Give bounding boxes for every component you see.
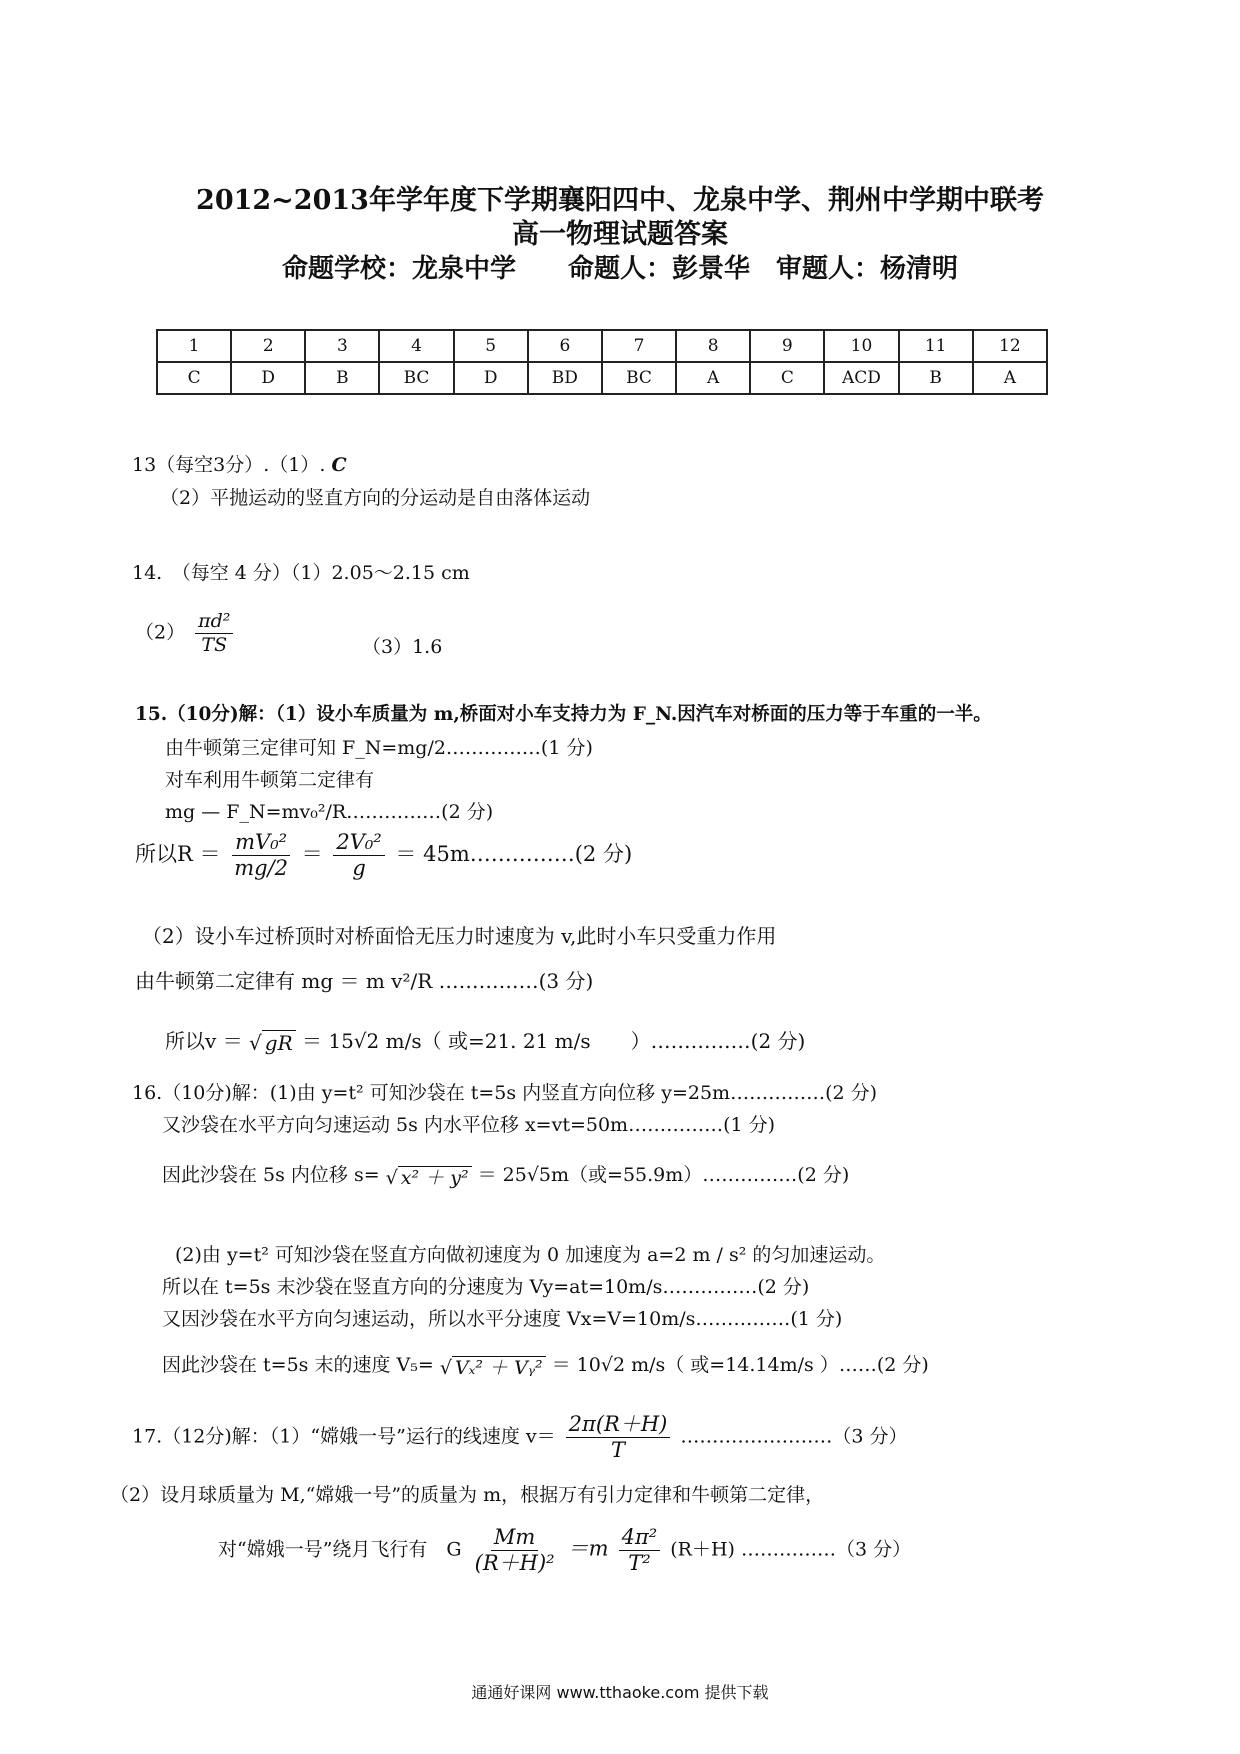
table-cell: 9	[750, 330, 824, 362]
table-cell: B	[305, 362, 379, 394]
q14-line-2	[135, 610, 237, 657]
fraction-denominator: mg/2	[234, 856, 288, 881]
fraction-numerator: 2π(R＋H)	[566, 1412, 671, 1438]
table-cell: 10	[824, 330, 898, 362]
fraction-numerator: mV₀²	[232, 830, 290, 856]
table-cell: 7	[602, 330, 676, 362]
answer-table-number-row	[157, 330, 1047, 362]
q17-line-2: （2）设月球质量为 M,“嫦娥一号”的质量为 m，根据万有引力定律和牛顿第二定律，	[110, 1484, 825, 1506]
table-cell: 1	[157, 330, 231, 362]
q13-answer: C	[331, 454, 347, 476]
sqrt-radicand: Vₓ² ＋ Vᵧ²	[452, 1356, 546, 1379]
q16-line-3	[162, 1160, 849, 1190]
q15-line-5-prefix: 所以R ＝	[135, 842, 221, 867]
q16-line-4: (2)由 y=t² 可知沙袋在竖直方向做初速度为 0 加速度为 a=2 m / s² 的匀加速运动。	[175, 1244, 886, 1266]
table-cell: 8	[676, 330, 750, 362]
q15-fraction-1	[231, 830, 291, 881]
table-cell: BC	[602, 362, 676, 394]
q17-line-1-suffix: ……………………（3 分）	[680, 1425, 908, 1448]
q15-line-5-suffix: ＝ 45m……………(2 分)	[395, 842, 633, 867]
q16-line-7	[162, 1350, 929, 1380]
sqrt-symbol: √ gR	[249, 1031, 296, 1055]
table-cell: D	[231, 362, 305, 394]
q16-line-1: 16.（10分)解：(1)由 y=t² 可知沙袋在 t=5s 内竖直方向位移 y=25m……………(2 分)	[132, 1082, 878, 1104]
table-cell: 5	[454, 330, 528, 362]
q16-line-7-suffix: ＝ 10√2 m/s（ 或=14.14m/s ）……(2 分)	[551, 1354, 929, 1376]
q13-line-2: （2）平抛运动的竖直方向的分运动是自由落体运动	[160, 487, 591, 509]
q15-line-7: 由牛顿第二定律有 mg ＝ m v²/R ……………(3 分)	[135, 969, 594, 993]
sqrt-symbol: √ Vₓ² ＋ Vᵧ²	[440, 1353, 546, 1380]
sqrt-symbol: √ x² ＋ y²	[386, 1163, 472, 1190]
table-cell: 2	[231, 330, 305, 362]
q13-label: 13（每空3分）.（1）.	[132, 454, 326, 476]
table-cell: B	[899, 362, 973, 394]
q17-line-3-mid: ＝m	[567, 1536, 609, 1561]
fraction-numerator: Mm	[491, 1525, 538, 1551]
title-line-2: 高一物理试题答案	[512, 219, 728, 250]
q14-line-1: 14. （每空 4 分）（1）2.05～2.15 cm	[132, 562, 470, 584]
q17-line-1	[132, 1412, 908, 1463]
title-line-1: 2012~2013年学年度下学期襄阳四中、龙泉中学、荆州中学期中联考	[196, 185, 1044, 216]
q16-line-6: 又因沙袋在水平方向匀速运动，所以水平分速度 Vx=V=10m/s……………(1 分)	[162, 1308, 843, 1330]
q14-fraction	[195, 610, 233, 657]
table-cell: 3	[305, 330, 379, 362]
answer-table-answer-row	[157, 362, 1047, 394]
table-cell: 11	[899, 330, 973, 362]
q14-part3: （3）1.6	[362, 636, 443, 658]
q15-line-8	[165, 1025, 805, 1055]
q13-line-1	[132, 450, 347, 477]
table-cell: 4	[379, 330, 453, 362]
fraction-denominator: g	[352, 856, 366, 881]
table-cell: C	[157, 362, 231, 394]
q15-line-8-prefix: 所以v ＝	[165, 1029, 243, 1053]
q15-line-4: mg — F_N=mv₀²/R……………(2 分)	[165, 801, 494, 823]
fraction-numerator: πd²	[195, 610, 233, 634]
q14-part2-label: （2）	[135, 621, 186, 644]
q15-line-8-rest: ＝ 15√2 m/s（ 或=21. 21 m/s ）……………(2 分)	[302, 1029, 806, 1053]
q15-line-2: 由牛顿第三定律可知 F_N=mg/2……………(1 分)	[165, 737, 593, 759]
table-cell: A	[676, 362, 750, 394]
q15-line-5	[135, 830, 632, 881]
q17-line-3-prefix: 对“嫦娥一号”绕月飞行有 G	[218, 1538, 462, 1561]
table-cell: A	[973, 362, 1047, 394]
q17-line-3	[218, 1525, 911, 1576]
fraction-denominator: T	[610, 1438, 625, 1463]
fraction-denominator: (R＋H)²	[474, 1551, 555, 1576]
table-cell: BC	[379, 362, 453, 394]
q16-line-3-prefix: 因此沙袋在 5s 内位移 s=	[162, 1164, 380, 1186]
q16-line-7-prefix: 因此沙袋在 t=5s 末的速度 V₅=	[162, 1354, 434, 1376]
q17-line-1-prefix: 17.（12分)解：（1）“嫦娥一号”运行的线速度 v＝	[132, 1425, 556, 1448]
table-cell: D	[454, 362, 528, 394]
q17-fraction-centripetal	[619, 1525, 661, 1576]
table-cell: ACD	[824, 362, 898, 394]
fraction-denominator: T²	[628, 1551, 651, 1576]
table-cell: 6	[528, 330, 602, 362]
fraction-denominator: TS	[201, 633, 228, 656]
q16-line-2: 又沙袋在水平方向匀速运动 5s 内水平位移 x=vt=50m……………(1 分)	[162, 1114, 776, 1136]
fraction-numerator: 2V₀²	[333, 830, 384, 856]
q17-line-3-suffix: (R＋H) ……………（3 分）	[670, 1538, 912, 1561]
table-cell: BD	[528, 362, 602, 394]
answer-table	[156, 329, 1048, 395]
sqrt-radicand: gR	[262, 1030, 296, 1055]
table-cell: 12	[973, 330, 1047, 362]
q15-line-3: 对车利用牛顿第二定律有	[165, 769, 375, 791]
q17-fraction-velocity	[566, 1412, 671, 1463]
q16-line-3-suffix: ＝ 25√5m（或=55.9m）……………(2 分)	[477, 1164, 850, 1186]
q15-fraction-2	[333, 830, 384, 881]
q15-line-1: 15.（10分)解：（1）设小车质量为 m,桥面对小车支持力为 F_N.因汽车对桥面的压力等于车重的一半。	[135, 704, 992, 725]
q15-line-6: （2）设小车过桥顶时对桥面恰无压力时速度为 v,此时小车只受重力作用	[142, 924, 777, 948]
table-cell: C	[750, 362, 824, 394]
fraction-numerator: 4π²	[619, 1525, 661, 1551]
equals-sign: ＝	[301, 842, 323, 867]
footer-text: 通通好课网 www.tthaoke.com 提供下载	[471, 1683, 769, 1702]
author-line: 命题学校：龙泉中学 命题人：彭景华 审题人：杨清明	[281, 254, 958, 284]
sqrt-radicand: x² ＋ y²	[398, 1166, 472, 1189]
q17-fraction-gravity	[472, 1525, 558, 1576]
q16-line-5: 所以在 t=5s 末沙袋在竖直方向的分速度为 Vy=at=10m/s……………(2 分)	[162, 1276, 810, 1298]
